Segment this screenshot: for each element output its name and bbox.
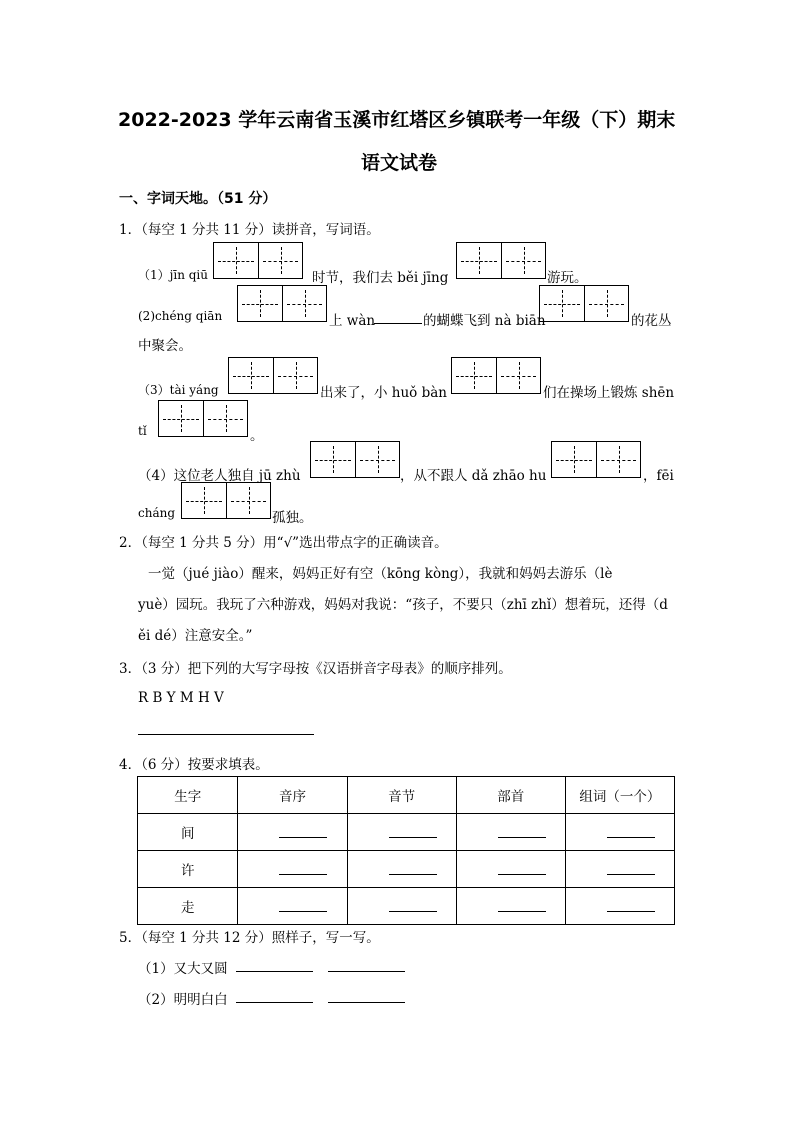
q1-line3-text-b: 出来了，小 huǒ bàn (320, 385, 447, 401)
answer-blank[interactable] (498, 860, 546, 875)
q1-line2-text-b: 上 wàn (329, 313, 376, 329)
table-row-char: 走 (138, 888, 238, 925)
table-header-cell: 组词（一个） (565, 777, 674, 814)
answer-blank[interactable] (279, 823, 327, 838)
page-title: 2022-2023 学年云南省玉溪市红塔区乡镇联考一年级（下）期末 (118, 109, 676, 131)
q1-line1-text-c: 游玩。 (547, 270, 588, 286)
answer-blank[interactable] (389, 897, 437, 912)
q5-item1-label: （1）又大又圆 (138, 961, 228, 977)
table-header-cell: 音节 (347, 777, 456, 814)
table-header-cell: 音序 (238, 777, 347, 814)
table-row-char: 许 (138, 851, 238, 888)
answer-blank[interactable] (607, 897, 655, 912)
table-row (138, 814, 675, 851)
question-4-stem: 4．（6 分）按要求填表。 (119, 757, 269, 773)
answer-blank[interactable] (328, 988, 405, 1003)
tianzige-box[interactable] (158, 400, 248, 437)
q1-line3-text-c: 们在操场上锻炼 shēn (543, 385, 675, 401)
table-row (138, 888, 675, 925)
answer-blank[interactable] (236, 988, 313, 1003)
q2-paragraph-line2: yuè）园玩。我玩了六种游戏，妈妈对我说：“孩子，不要只（zhī zhǐ）想着玩，还得（d (138, 597, 668, 613)
fill-table (137, 776, 675, 925)
q1-line1-text-a: （1）jīn qiū (138, 268, 208, 282)
tianzige-box[interactable] (451, 357, 541, 394)
answer-blank[interactable] (498, 823, 546, 838)
q1-line4-continuation: cháng (138, 506, 176, 520)
answer-blank[interactable] (236, 957, 313, 972)
page-title-line2: 语文试卷 (361, 152, 438, 174)
tianzige-box[interactable] (539, 285, 629, 322)
q1-line3-continuation: tǐ (138, 424, 147, 438)
tianzige-box[interactable] (310, 441, 400, 478)
answer-blank[interactable] (389, 860, 437, 875)
tianzige-box[interactable] (181, 482, 271, 519)
q1-line2-text-d: 的花丛 (631, 313, 672, 329)
tianzige-box[interactable] (213, 242, 303, 279)
answer-blank[interactable] (138, 722, 314, 735)
table-header-row (138, 777, 675, 814)
answer-blank[interactable] (607, 823, 655, 838)
answer-blank[interactable] (498, 897, 546, 912)
q1-line4-text-b: ，从不跟人 dǎ zhāo hu (400, 468, 547, 484)
tianzige-box[interactable] (228, 357, 318, 394)
table-header-cell: 生字 (138, 777, 238, 814)
answer-blank[interactable] (389, 823, 437, 838)
q1-line3-text-a: （3）tài yáng (138, 383, 219, 397)
q2-paragraph-line1: 一觉（jué jiào）醒来，妈妈正好有空（kōng kòng），我就和妈妈去游乐（lè (148, 566, 613, 582)
question-2-stem: 2．（每空 1 分共 5 分）用“√”选出带点字的正确读音。 (119, 535, 448, 551)
q1-line3-end: 。 (250, 428, 264, 444)
q1-line1-text-b: 时节，我们去 běi jīng (312, 270, 449, 286)
answer-blank[interactable] (607, 860, 655, 875)
answer-blank[interactable] (279, 897, 327, 912)
tianzige-box[interactable] (237, 285, 327, 322)
question-3-stem: 3．（3 分）把下列的大写字母按《汉语拼音字母表》的顺序排列。 (119, 661, 512, 677)
question-1-stem: 1．（每空 1 分共 11 分）读拼音，写词语。 (119, 222, 380, 238)
q3-letters: R B Y M H V (138, 690, 224, 706)
q1-line4-end: 孤独。 (272, 510, 313, 526)
q1-line4-text-a: （4）这位老人独自 jū zhù (138, 468, 301, 484)
answer-blank[interactable] (374, 308, 422, 324)
q2-paragraph-line3: ěi dé）注意安全。” (138, 628, 253, 644)
tianzige-box[interactable] (456, 242, 546, 279)
section-heading: 一、字词天地。（51 分） (119, 191, 277, 207)
table-row (138, 851, 675, 888)
table-header-cell: 部首 (456, 777, 565, 814)
question-5-stem: 5．（每空 1 分共 12 分）照样子，写一写。 (119, 930, 380, 946)
q5-item2-label: （2）明明白白 (138, 992, 228, 1008)
q1-line4-text-c: ，fēi (643, 468, 674, 484)
q1-line2-text-a: (2)chéng qiān (138, 309, 223, 323)
tianzige-box[interactable] (551, 441, 641, 478)
table-row-char: 间 (138, 814, 238, 851)
answer-blank[interactable] (328, 957, 405, 972)
q1-line2-continuation: 中聚会。 (138, 338, 192, 354)
q1-line2-text-c: 的蝴蝶飞到 nà biān (423, 313, 546, 329)
answer-blank[interactable] (279, 860, 327, 875)
